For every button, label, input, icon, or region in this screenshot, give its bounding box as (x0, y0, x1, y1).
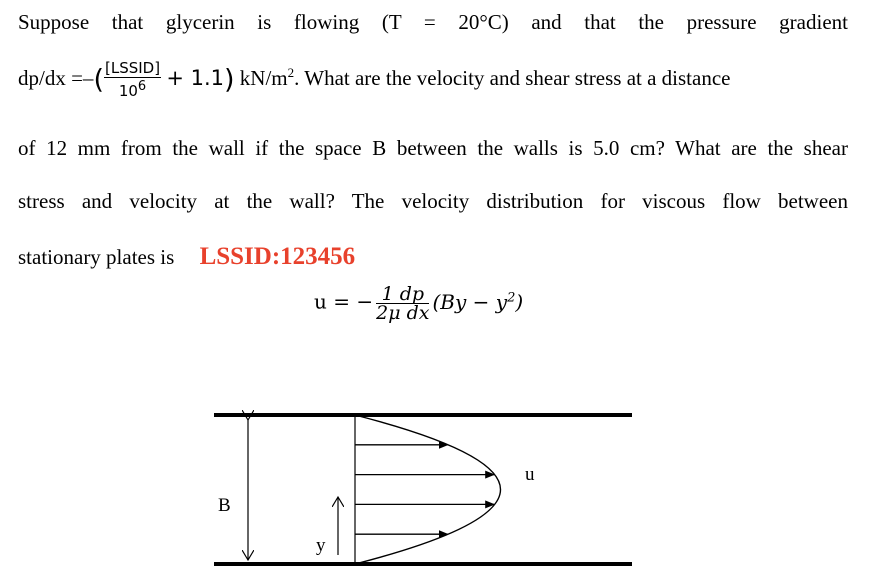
problem-line-2-suffix: . What are the velocity and shear stress at a distance (294, 65, 731, 90)
equation-numerator: 1 dp (376, 286, 429, 304)
pressure-units: $kN/m^2$ (239, 64, 295, 90)
label-B: B (218, 495, 231, 516)
equation-lhs: u = − (314, 289, 374, 314)
problem-line-4: stress and velocity at the wall? The velocity distribution for viscous flow between (18, 189, 848, 213)
problem-line-3: of 12 mm from the wall if the space B between the walls is 5.0 cm? What are the shear (18, 136, 848, 160)
problem-line-1: Suppose that glycerin is flowing (T = 20°C) and that the pressure gradient (18, 10, 848, 34)
fraction-denominator: $10^6$ (118, 79, 147, 100)
label-u: u (525, 464, 535, 485)
pressure-gradient-prefix: dp/dx =– (18, 65, 94, 90)
label-y: y (316, 535, 326, 556)
problem-line-2: dp/dx =–( $\frac{\text{[LSSID]}}{10^6}$ + 1.1) $kN/m^2$. What are the velocity and shear stress at a distance (18, 59, 731, 100)
lssid-label: LSSID:123456 (199, 243, 356, 270)
fraction-numerator: [LSSID] (104, 59, 161, 77)
equation-rhs: $(By - y^2)$ (432, 289, 524, 314)
pressure-gradient-plus-term: + 1.1 (166, 65, 224, 90)
velocity-profile-curve (355, 415, 501, 564)
equation-denominator: 2μ dx (376, 302, 430, 324)
problem-line-5-prefix: stationary plates is (18, 245, 175, 269)
velocity-arrows (355, 445, 494, 534)
